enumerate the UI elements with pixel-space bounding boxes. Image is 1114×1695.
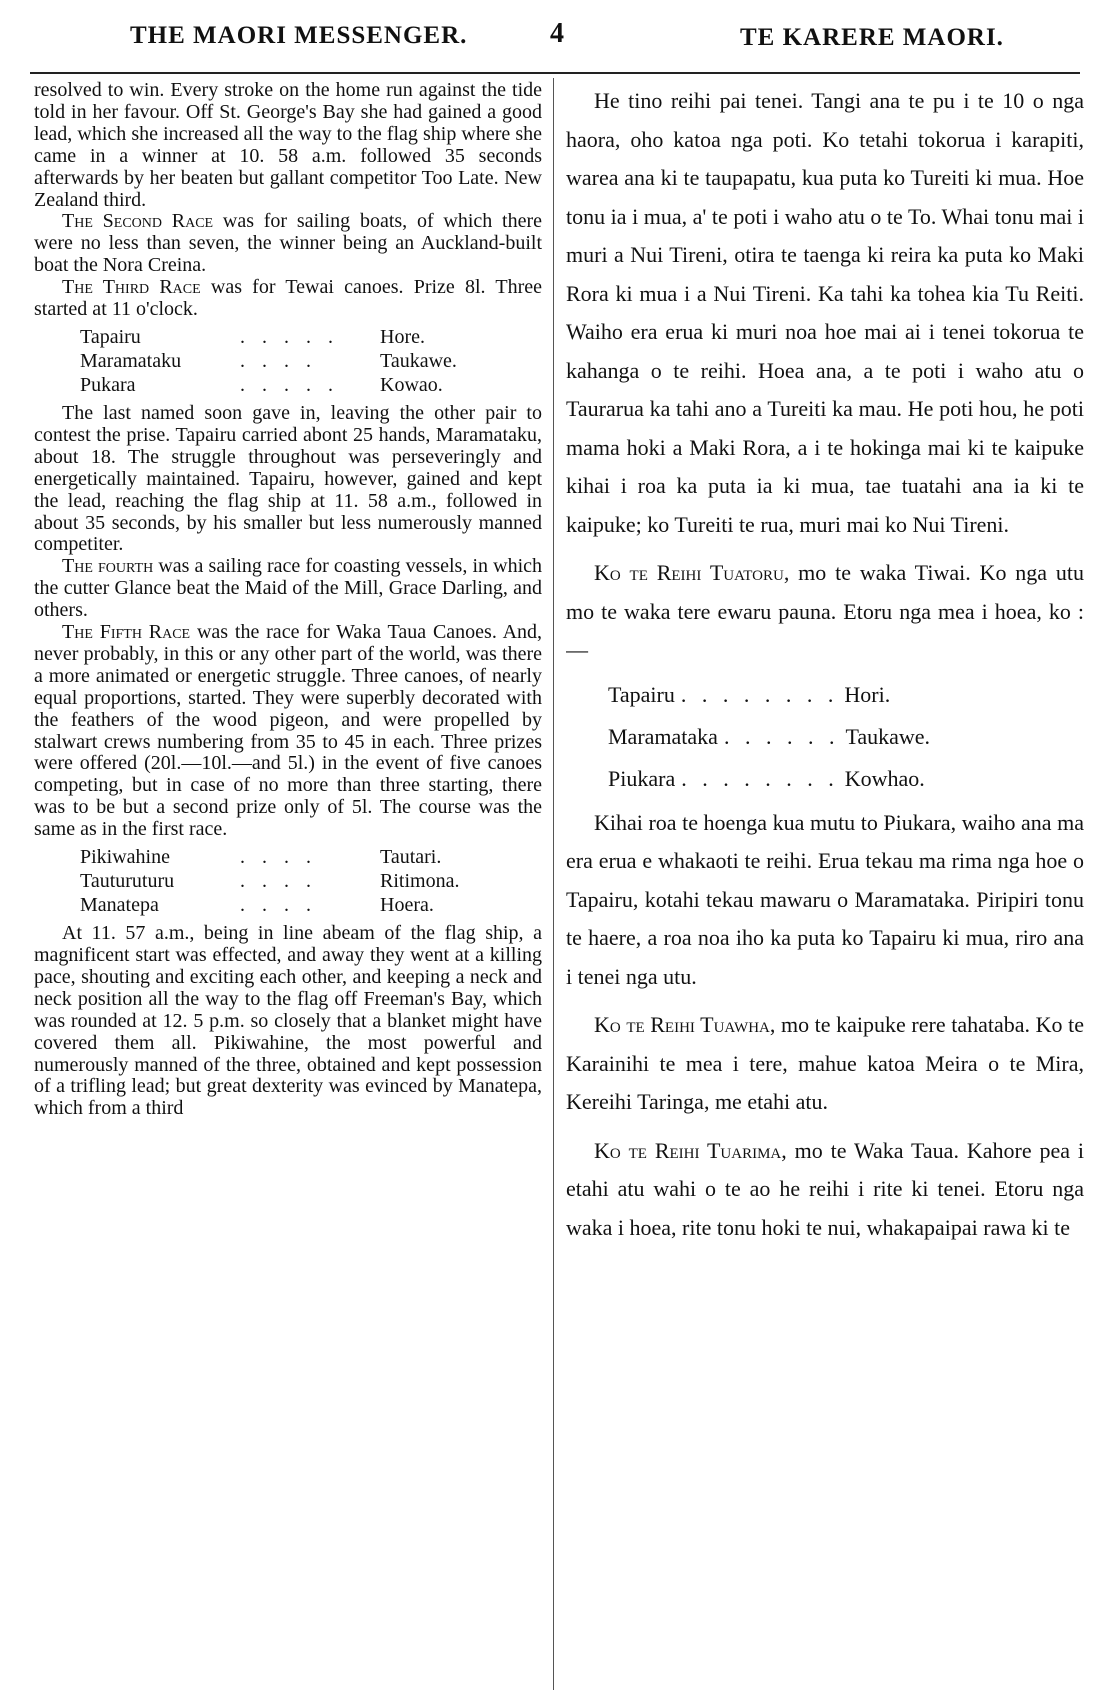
captain-name: Kowao. [380,373,443,396]
english-paragraph-second-race [34,211,542,277]
masthead-title-english: THE MAORI MESSENGER. [130,22,468,49]
tewai-canoe-list [34,325,542,397]
captain-name: Tautari. [380,846,442,869]
leader-dots: . . . . [240,894,317,917]
english-paragraph-4: The last named soon gave in, leaving the other pair to contest the prise. Tapairu carried abont 25 hands, Maramataku, about 18. The struggle throughout was perseveringly and energetically maintained. Tapairu, however, gained and kept the lead, reaching the flag ship at 11. 58 a.m., followed in about 35 seconds, by his smaller but less numerously manned competiter. [34,401,542,556]
english-paragraph-1: resolved to win. Every stroke on the home run against the tide told in her favour. Off St. George's Bay she had gained a good lead, which she increased all the way to the flag ship where she came in a winner at 10. 58 a.m. followed 35 seconds afterwards by her beaten but gallant competitor Too Late. New Zealand third. [34,80,542,211]
leader-dots: . . . . . . [723,723,840,749]
page-number: 4 [550,18,564,49]
maori-paragraph-3: Kihai roa te hoenga kua mutu to Piukara, waiho ana ma era erua e whakaoti te reihi. Erua tekau ma rima nga hoe o Tapairu, kotahi tekau mawaru o Maramataka. Piripiri tonu te haere, a roa noa iho ka puta ko Tapairu ki mua, riro ana i tenei nga utu. [566,809,1084,989]
canoe-name: Pukara [80,373,136,396]
list-item [34,869,542,893]
list-item [34,893,542,917]
maori-fifth-race-heading: Ko te Reihi Tuarima [594,1137,782,1163]
maori-paragraph-fifth-race [566,1132,1084,1248]
leader-dots: . . . . [240,349,317,372]
maori-column [566,82,1084,1690]
list-item [34,325,542,349]
leader-dots: . . . . . . . . [681,765,839,791]
fourth-race-text: was a sailing race for coasting vessels, in which the cutter Glance beat the Maid of the Mill, Grace Darling, and others. [34,555,542,622]
fourth-race-heading: The fourth [62,555,154,578]
english-paragraph-fifth-race [34,622,542,841]
list-item [566,758,1084,800]
maori-paragraph-fourth-race [566,1006,1084,1122]
list-item [566,674,1084,716]
captain-name: Hore. [380,325,425,348]
third-race-heading: The Third Race [62,276,201,299]
canoe-name: Tauturuturu [80,870,175,893]
maori-paragraph-third-race [566,554,1084,670]
captain-name: Taukawe. [380,349,457,372]
canoe-name: Pikiwahine [80,846,170,869]
canoe-name: Maramataku [80,349,182,372]
canoe-name: Tapairu [608,681,675,707]
english-paragraph-third-race [34,277,542,321]
list-item [34,349,542,373]
english-paragraph-fourth-race [34,556,542,622]
canoe-name: Tapairu [80,325,141,348]
english-column [34,80,542,1690]
maori-third-race-heading: Ko te Reihi Tuatoru [594,560,784,585]
list-item [34,373,542,397]
captain-name: Hori. [844,681,891,707]
masthead-title-maori: TE KARERE MAORI. [740,24,1004,51]
maori-tiwai-list [566,674,1084,800]
fifth-race-heading: The Fifth Race [62,621,191,644]
captain-name: Ritimona. [380,870,460,893]
column-divider [553,78,554,1690]
canoe-name: Piukara [608,765,676,791]
second-race-text: was for sailing boats, of which there were no less than seven, the winner being an Auckland-built boat the Nora Creina. [34,210,542,277]
canoe-name: Manatepa [80,894,159,917]
fifth-race-text: was the race for Waka Taua Canoes. And, never probably, in this or any other part of the world, was there a more animated or energetic struggle. Three canoes, of nearly equal proportions, started. They were superbly decorated with the feathers of the wood pigeon, and were propelled by stalwart crews numbering from 35 to 45 in each. Three prizes were offered (20l.—10l.—and 5l.) in the event of five canoes competing, but in case of no more than three starting, there was to be but a second prize only of 5l. The course was the same as in the first race. [34,621,542,841]
maori-fourth-race-heading: Ko te Reihi Tuawha [594,1012,770,1037]
leader-dots: . . . . [240,870,317,893]
captain-name: Kowhao. [844,765,925,791]
maori-third-race-text: , mo te waka Tiwai. Ko nga utu mo te waka tere ewaru pauna. Etoru nga mea i hoea, ko :— [566,560,1084,662]
leader-dots: . . . . . [240,325,339,348]
maori-fourth-race-text: , mo te kaipuke rere tahataba. Ko te Karainihi te mea i tere, mahue katoa Meira o te Mira, Kereihi Taringa, me etahi atu. [566,1012,1084,1114]
leader-dots: . . . . . [240,373,339,396]
third-race-text: was for Tewai canoes. Prize 8l. Three started at 11 o'clock. [34,276,542,321]
maori-paragraph-1: He tino reihi pai tenei. Tangi ana te pu i te 10 o nga haora, oho katoa nga poti. Ko tetahi tokorua i karapiti, warea ana ki te taupapatu, kua puta ko Tureiti ki mua. Hoe tonu ia i mua, a' te poti i waho atu o te To. Whai tonu mai i muri a Nui Tireni, otira te taenga ki reira ka puta ko Maki Rora ki mua i a Nui Tireni. Ka tahi ka tohea kia Tu Reiti. Waiho era erua ki muri noa hoe mai ai i tenei tokorua te kahanga o te reihi. Hoea ana, a te poti i waho atu o Taurarua ka tahi ano a Tureiti ka mau. He poti hou, he poti mama hoki a Maki Rora, a i te hokinga mai ki te kaipuke kihai i roa ka puta ia ki mua, tae tuatahi ana ia ki te kaipuke; ko Tureiti te rua, muri mai ko Nui Tireni. [566,88,1084,537]
masthead-rule [30,72,1080,74]
captain-name: Taukawe. [845,723,931,749]
waka-taua-canoe-list [34,845,542,917]
captain-name: Hoera. [380,894,434,917]
second-race-heading: The Second Race [62,210,214,233]
english-paragraph-7: At 11. 57 a.m., being in line abeam of the flag ship, a magnificent start was effected, and away they went at a killing pace, shouting and exciting each other, and keeping a neck and neck position all the way to the flag off Freeman's Bay, which was rounded at 12. 5 p.m. so closely that a blanket might have covered them all. Pikiwahine, the most powerful and numerously manned of the three, obtained and kept possession of a trifling lead; but great dexterity was evinced by Manatepa, which from a third [34,922,542,1120]
list-item [34,845,542,869]
maori-fifth-race-text: , mo te Waka Taua. Kahore pea i etahi atu wahi o te ao he reihi i rite ki tenei. Etoru nga waka i hoea, rite tonu hoki te nui, whakapaipai rawa ki te [566,1137,1084,1240]
leader-dots: . . . . [240,846,317,869]
leader-dots: . . . . . . . . [680,681,839,707]
masthead [30,14,1090,64]
list-item [566,716,1084,758]
canoe-name: Maramataka [608,723,718,749]
